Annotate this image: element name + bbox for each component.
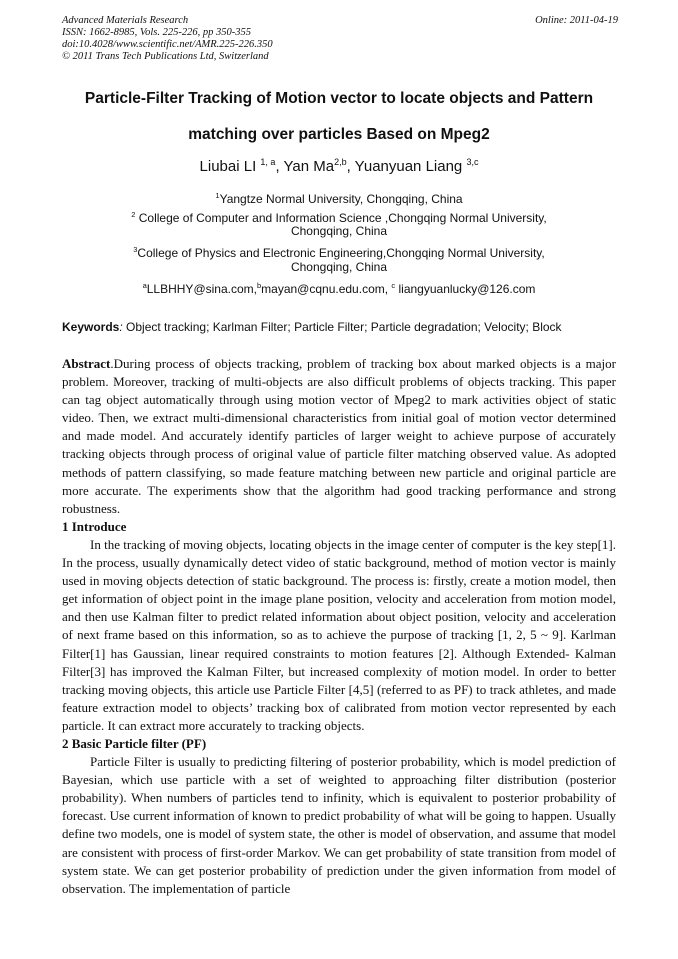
author-2-marker: 2,b [334,157,347,167]
affiliation-3-marker: 3 [133,245,138,254]
journal-header [62,15,618,63]
affiliation-2-line-2: Chongqing, China [290,224,388,238]
issn-line: ISSN: 1662-8985, Vols. 225-226, pp 350-355 [62,27,251,38]
section-2-paragraph: Particle Filter is usually to predicting filtering of posterior probability, which is model prediction of Bayesian, which use particle with a set of weighted to approaching filter distribution (posterior probability). When numbers of particles tend to infinity, which is equivalent to posterior probability of forecast. Use current information of known to predict probability of what will be going to happen. Usually define two models, one is model of system state, the other is model of observation, and assume that model are consistent with process of first-order Markov. We can get probability of state transition from model of system state. We can get posterior probability of prediction under the given information from model of observation. The implementation of particle [62,754,616,896]
affiliation-1 [40,187,638,208]
affiliation-3-text-line-1: College of Physics and Electronic Engineering,Chongqing Normal University, [137,246,545,260]
email-c: liangyuanlucky@126.com [395,282,536,296]
author-1-marker: 1, a [260,157,276,167]
email-a-marker: a [142,281,147,290]
online-date: Online: 2011-04-19 [535,15,618,26]
section-heading-1: 1 Introduce [62,518,127,534]
section-1-paragraph: In the tracking of moving objects, locating objects in the image center of computer is the key step[1]. In the process, usually dynamically detect video of static background, method of motion vector is mainly used in moving objects detection of static background. The process is: firstly, create a motion model, then get information of object point in the image plane position, velocity and acceleration from motion model, and then use Kalman filter to predict related information about object position, velocity and acceleration of next frame based on this information, so as to achieve the purpose of tracking [1, 2, 5 ~ 9]. Karlman Filter[1] has Gaussian, linear required constraints to motion features [2]. Although Extended- Kalman Filter[3] has improved the Kalman Filter, but increased complexity of motion model. In order to better tracking moving objects, this article use Particle Filter [4,5] (referred to as PF) to track athletes, and made feature extraction model to objects’ tracking box of calibrated from motion vector represented by each particle. It can extract more accurately to tracking objects. [62,536,616,733]
copyright-line: © 2011 Trans Tech Publications Ltd, Switzerland [62,51,269,62]
affiliation-2-text-line-1: College of Computer and Information Science ,Chongqing Normal University, [135,211,547,225]
affiliation-3-line-2: Chongqing, China [290,260,388,274]
email-line [40,277,638,298]
journal-name: Advanced Materials Research [62,15,189,26]
abstract-text: .During process of objects tracking, problem of tracking box about marked objects is a major problem. Moreover, tracking of multi-objects are also difficult problems of objects tracking. This paper can tag object automatically through using motion vector of Mpeg2 to mark activities object of static video. Then, we extract multi-dimensional characteristics from initial goal of motion vector determined and made model. And accurately identify particles of larger weight to achieve purpose of accurately tracking objects through process of original value of particle filter matching observed value. As adopted methods of pattern classifying, so made feature matching between new particle and original particle are more accurate. The experiments show that the algorithm had good tracking performance and strong robustness. [62,356,616,516]
keywords-line [62,320,622,334]
paper-body [62,355,616,898]
affiliation-1-text: Yangtze Normal University, Chongqing, China [219,192,463,206]
abstract-label: Abstract [62,356,111,371]
abstract-paragraph [62,355,616,518]
paper-title-line-2: matching over particles Based on Mpeg2 [188,126,490,143]
author-3: , Yuanyuan Liang [346,158,467,175]
email-c-marker: c [391,281,396,290]
keywords-colon: : [119,320,127,334]
section-heading-2: 2 Basic Particle filter (PF) [62,735,207,751]
doi-line: doi:10.4028/www.scientific.net/AMR.225-226.350 [62,39,273,50]
author-2: , Yan Ma [275,158,335,175]
affiliation-2-marker: 2 [131,210,136,219]
paper-title-line-1: Particle-Filter Tracking of Motion vector to locate objects and Pattern [84,90,594,107]
author-list [40,157,638,175]
email-b: mayan@cqnu.edu.com, [261,282,392,296]
email-a: LLBHHY@sina.com, [146,282,257,296]
keywords-text: Object tracking; Karlman Filter; Particle Filter; Particle degradation; Velocity; Block [126,320,562,334]
keywords-label: Keywords [62,320,120,334]
author-3-marker: 3,c [466,157,479,167]
author-1: Liubai LI [199,158,261,175]
email-b-marker: b [256,281,262,290]
affiliation-1-marker: 1 [215,191,220,200]
